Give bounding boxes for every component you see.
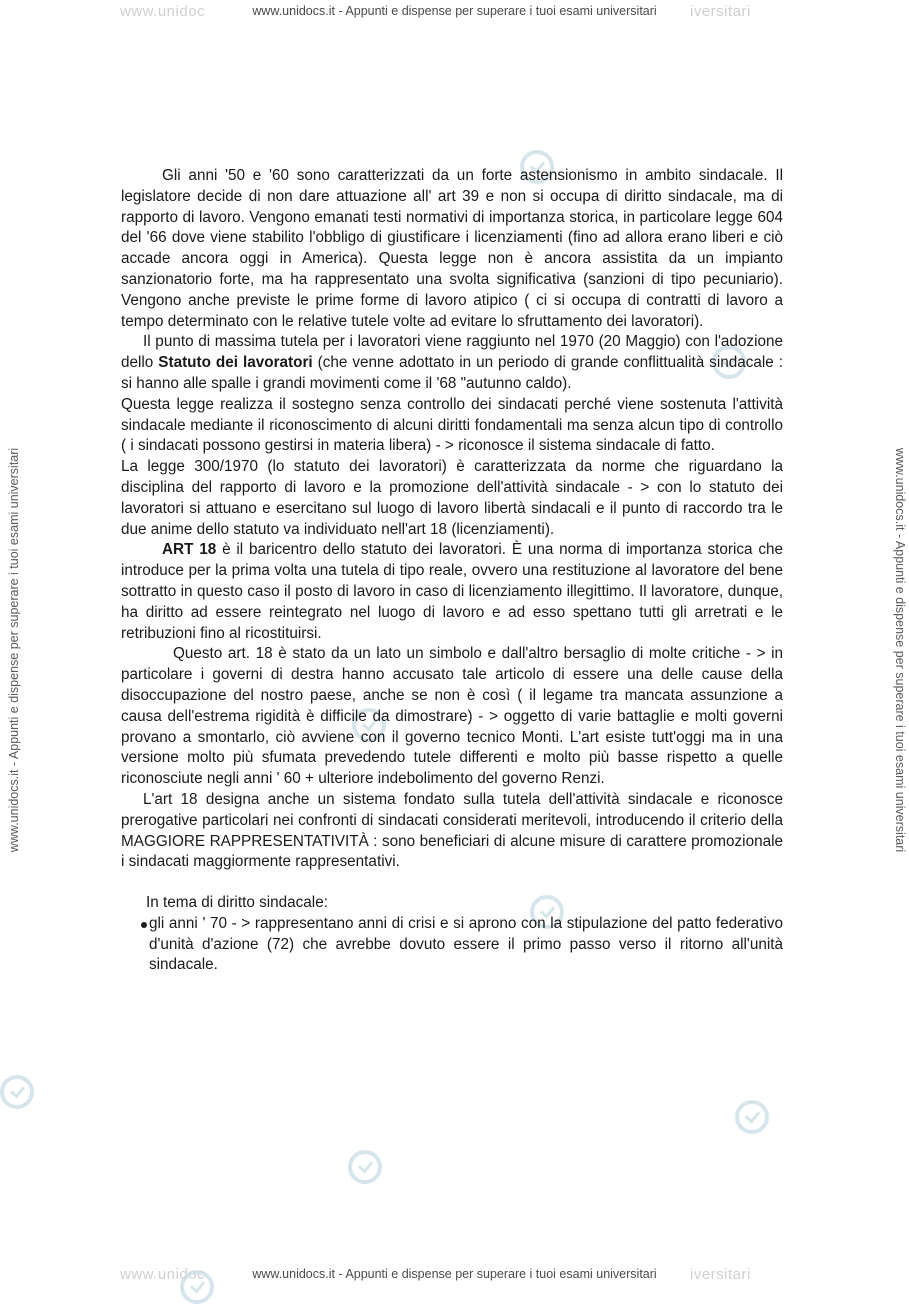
paragraph-critiche: Questo art. 18 è stato da un lato un simbolo e dall'altro bersaglio di molte critiche - > in particolare i governi di destra hanno accusato tale articolo di essere una delle cause della disoccupazione del nostro paese, anche se non è così ( il legame tra mancata assunzione a causa dell'estrema rigidità è difficile da dimostrare) - > oggetto di varie battaglie e molti governi provano a smontarlo, ciò avviene con il governo tecnico Monti. L'art esiste tutt'oggi ma in una versione molto più sfumata prevedendo tutele differenti e molto più basse rispetto a quelle riconosciute negli anni ' 60 + ulteriore indebolimento del governo Renzi.: [121, 645, 783, 788]
document-body: [121, 166, 783, 976]
spacer: [121, 873, 783, 893]
paragraph-legge-300: La legge 300/1970 (lo statuto dei lavoratori) è caratterizzata da norme che riguardano la disciplina del rapporto di lavoro e la promozione dell'attività sindacale - > con lo statuto dei lavoratori si attuano e esercitano sul luogo di lavoro libertà sindacali e il punto di raccordo tra le due anime dello statuto va individuato nell'art 18 (licenziamenti).: [121, 458, 783, 538]
side-watermark-right: www.unidocs.it - Appunti e dispense per superare i tuoi esami universitari: [893, 447, 907, 853]
unidocs-logo-icon: [180, 1270, 214, 1304]
ghost-watermark-bottom-right: iversitari: [690, 1266, 751, 1283]
paragraph-art18-text: è il baricentro dello statuto dei lavoratori. È una norma di importanza storica che introduce per la prima volta una tutela di tipo reale, ovvero una restituzione al lavoratore del bene sottratto in questo caso il posto di lavoro in caso di licenziamento illegittimo. Il lavoratore, dunque, ha diritto ad essere reintegrato nel luogo di lavoro e ad esso spettano tutti gli arretrati e le retribuzioni fino al ricostituirsi.: [121, 541, 783, 642]
paragraph-rappresentativita: L'art 18 designa anche un sistema fondato sulla tutela dell'attività sindacale e riconosce prerogative particolari nei confronti di sindacati considerati meritevoli, introducendo il criterio della MAGGIORE RAPPRESENTATIVITÀ : sono beneficiari di alcune misure di carattere promozionale i sindacati maggiormente rappresentativi.: [121, 790, 783, 871]
paragraph-sostegno: Questa legge realizza il sostegno senza controllo dei sindacati perché viene sostenuta l'attività sindacale mediante il riconoscimento di alcuni diritti fondamentali ma senza alcun tipo di controllo ( i sindacati possono gestirsi in materia libera) - > riconosce il sistema sindacale di fatto.: [121, 395, 783, 455]
paragraph-statuto: [121, 332, 783, 394]
list-item: [121, 914, 783, 976]
ghost-watermark-bottom-left: www.unidoc: [120, 1266, 206, 1283]
side-watermark-left: www.unidocs.it - Appunti e dispense per superare i tuoi esami universitari: [7, 447, 21, 853]
paragraph-astensionismo: Gli anni '50 e '60 sono caratterizzati da un forte astensionismo in ambito sindacale. Il legislatore decide di non dare attuazione all' art 39 e non si occupa di diritto sindacale, ma di rapporto di lavoro. Vengono emanati testi normativi di importanza storica, in particolare legge 604 del '66 dove viene stabilito l'obbligo di giustificare i licenziamenti (fino ad allora erano liberi e ciò accade ancora oggi in America). Questa legge non è ancora assistita da un impianto sanzionatorio forte, ma ha rappresentato una svolta significativa (sanzioni di tipo pecuniario). Vengono anche previste le prime forme di lavoro atipico ( ci si occupa di contratti di lavoro a tempo determinato con le relative tutele volte ad evitare lo sfruttamento dei lavoratori).: [121, 167, 783, 330]
bullet-icon: [141, 922, 147, 928]
list-item-text: gli anni ' 70 - > rappresentano anni di crisi e si aprono con la stipulazione del patto federativo d'unità d'azione (72) che avrebbe dovuto essere il primo passo verso il ritorno all'unità sindacale.: [149, 914, 783, 974]
ghost-watermark-left: www.unidoc: [120, 3, 206, 20]
bullet-list: [121, 914, 783, 976]
header-watermark[interactable]: www.unidocs.it - Appunti e dispense per superare i tuoi esami universitari: [252, 4, 657, 18]
paragraph-statuto-text-after: (che venne adottato in un periodo di grande conflittualità sindacale : si hanno alle spalle i grandi movimenti come il '68 "autunno caldo).: [121, 354, 784, 392]
footer-watermark[interactable]: www.unidocs.it - Appunti e dispense per superare i tuoi esami universitari: [252, 1267, 657, 1281]
unidocs-logo-icon: [348, 1150, 382, 1184]
ghost-watermark-right: iversitari: [690, 3, 751, 20]
unidocs-logo-icon: [735, 1100, 769, 1134]
art18-term: ART 18: [162, 541, 217, 559]
list-intro: In tema di diritto sindacale:: [146, 894, 328, 912]
statuto-lavoratori-term: Statuto dei lavoratori: [158, 354, 313, 372]
unidocs-logo-icon: [0, 1075, 34, 1109]
paragraph-statuto-text-before: Il punto di massima tutela per i lavoratori viene raggiunto nel 1970 (20 Maggio) con l'adozione dello: [121, 333, 783, 372]
paragraph-art18: [121, 540, 783, 644]
